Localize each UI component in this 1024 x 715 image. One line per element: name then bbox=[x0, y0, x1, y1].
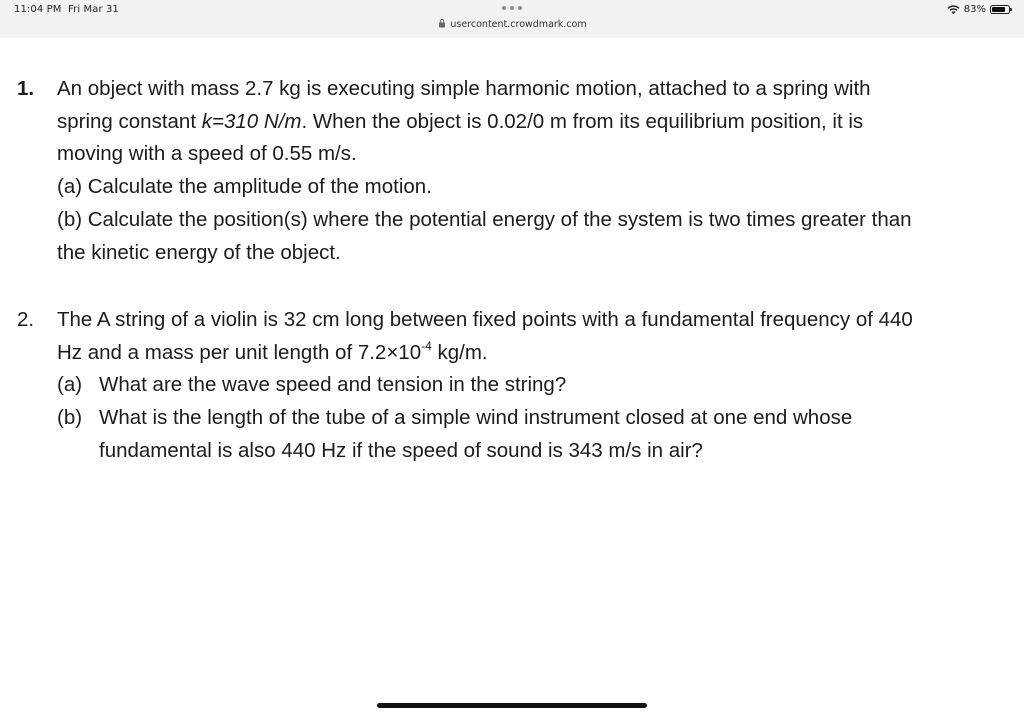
clock-time: 11:04 PM bbox=[14, 4, 62, 15]
spring-constant: k=310 N/m bbox=[201, 109, 302, 133]
part-b-continued: the kinetic energy of the object. bbox=[57, 240, 341, 264]
part-a: (a) Calculate the amplitude of the motion. bbox=[57, 175, 432, 199]
part-text bbox=[99, 402, 1024, 467]
part-label: (a) bbox=[57, 373, 83, 397]
document-page bbox=[0, 38, 1024, 715]
text-run: fundamental is also 440 Hz if the speed of sound is 343 m/s in air? bbox=[99, 438, 703, 462]
question-number: 2. bbox=[17, 308, 35, 331]
multitasking-dots[interactable] bbox=[502, 6, 522, 12]
status-time bbox=[14, 4, 119, 15]
question-body bbox=[57, 304, 1024, 468]
question-line bbox=[57, 337, 1024, 370]
question-line: The A string of a violin is 32 cm long between fixed points with a fundamental frequency of 440 bbox=[57, 308, 913, 331]
text-run: kg/m. bbox=[431, 340, 488, 364]
text-run: . When the object is 0.02/0 m from its equilibrium position, it is bbox=[301, 109, 864, 133]
clock-date: Fri Mar 31 bbox=[68, 4, 119, 15]
part-b: (b) Calculate the position(s) where the potential energy of the system is two times greater than bbox=[57, 207, 912, 231]
status-right bbox=[947, 4, 1010, 15]
question-body bbox=[57, 73, 1024, 269]
question-line: An object with mass 2.7 kg is executing simple harmonic motion, attached to a spring with bbox=[57, 77, 871, 100]
wifi-icon bbox=[947, 5, 960, 15]
text-run: Hz and a mass per unit length of 7.2×10 bbox=[57, 340, 422, 364]
part-text: What are the wave speed and tension in the string? bbox=[99, 373, 567, 397]
lock-icon bbox=[437, 18, 447, 28]
question-1 bbox=[17, 73, 1024, 269]
url-text: usercontent.crowdmark.com bbox=[450, 19, 587, 30]
battery-percent: 83% bbox=[963, 4, 986, 15]
question-number: 1. bbox=[17, 77, 35, 100]
part-a bbox=[57, 369, 1024, 402]
home-indicator[interactable] bbox=[377, 703, 647, 708]
question-2 bbox=[17, 304, 1024, 468]
dot-icon bbox=[518, 6, 522, 10]
status-bar bbox=[0, 0, 1024, 38]
battery-fill bbox=[992, 7, 1005, 12]
battery-icon bbox=[990, 5, 1010, 14]
part-b bbox=[57, 402, 1024, 467]
dot-icon bbox=[510, 6, 514, 10]
dot-icon bbox=[502, 6, 506, 10]
question-line bbox=[57, 106, 1024, 139]
text-run: What is the length of the tube of a simple wind instrument closed at one end whose bbox=[99, 406, 853, 430]
question-line: moving with a speed of 0.55 m/s. bbox=[57, 142, 357, 166]
address-bar[interactable] bbox=[0, 18, 1024, 30]
text-run: spring constant bbox=[57, 109, 202, 133]
part-label: (b) bbox=[57, 406, 83, 430]
exponent: -4 bbox=[421, 338, 432, 353]
